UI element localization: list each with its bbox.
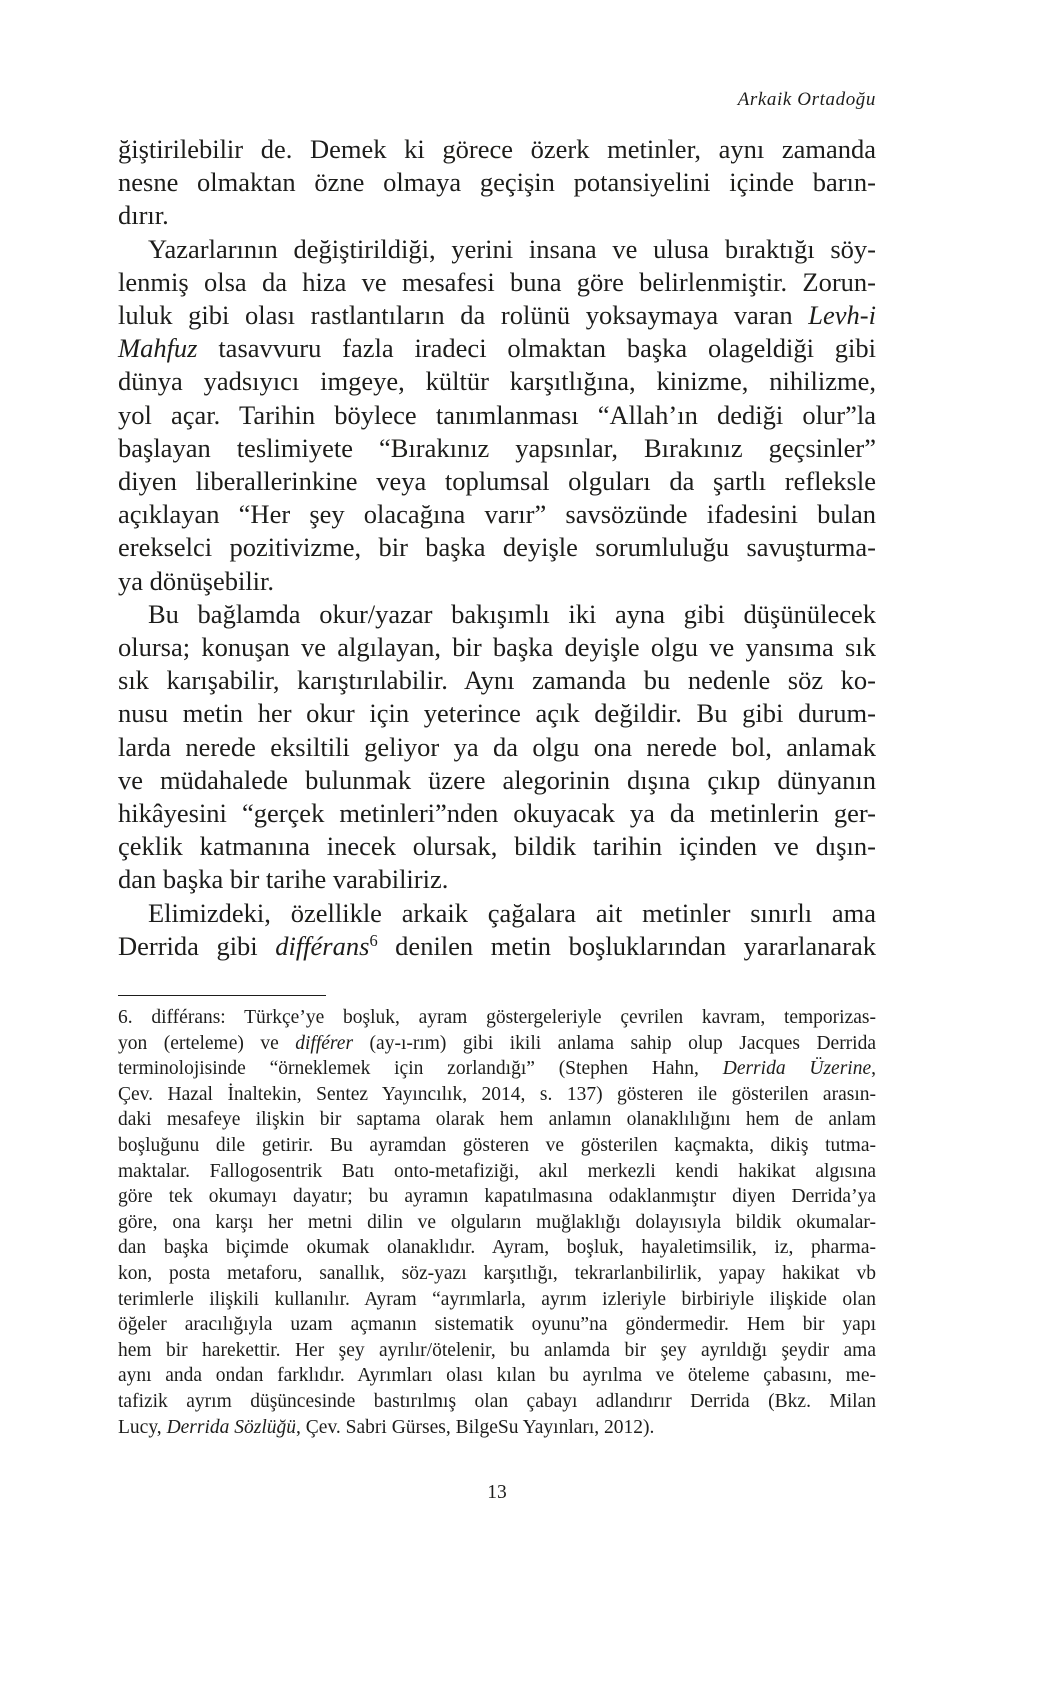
text-run: çeklik katmanına inecek olursak, bildik tarihin içinden ve dışın- <box>118 831 876 862</box>
text-run: hikâyesini “gerçek metinleri”nden okuyacak ya da metinlerin ger- <box>118 798 876 829</box>
footnote <box>118 1005 876 1440</box>
text-run: tasavvuru fazla iradeci olmaktan başka olageldiği gibi <box>197 333 876 364</box>
text-line <box>118 399 876 432</box>
italic-run: Derrida Üzerine <box>722 1058 872 1080</box>
text-line <box>118 133 876 166</box>
text-run: kon, posta metaforu, sanallık, söz-yazı karşıtlığı, tekrarlanbilirlik, yapay hakikat vb <box>118 1262 876 1284</box>
footnote-rule <box>118 995 326 996</box>
text-run: larda nerede eksiltili geliyor ya da olgu ona nerede bol, anlamak <box>118 731 876 762</box>
italic-run: Levh-i <box>808 300 876 331</box>
text-line <box>118 432 876 465</box>
paragraph <box>118 233 876 598</box>
footnote-line <box>118 1261 876 1287</box>
text-line <box>118 199 876 232</box>
text-line <box>118 731 876 764</box>
footnote-line <box>118 1133 876 1159</box>
text-run: daki mesafeye ilişkin bir saptama olarak hem anlamın olanaklılığını hem de anlam <box>118 1109 876 1131</box>
text-run: ya dönüşebilir. <box>118 565 275 596</box>
text-run: Lucy, <box>118 1416 167 1438</box>
text-run: dırır. <box>118 200 169 231</box>
text-line <box>118 664 876 697</box>
text-line <box>118 498 876 531</box>
text-run: diyen liberallerinkine veya toplumsal olguları da şartlı refleksle <box>118 466 876 497</box>
text-run: terimlerle ilişkili kullanılır. Ayram “ayrımlarla, ayrım izleriyle birbiriyle ilişkide olan <box>118 1288 876 1310</box>
text-line <box>118 863 876 896</box>
text-run: göre tek okumayı dayatır; bu ayramın kapatılmasına odaklanmıştır diyen Derrida’ya <box>118 1186 876 1208</box>
footnote-line <box>118 1031 876 1057</box>
italic-run: différer <box>295 1032 354 1054</box>
text-run: erekselci pozitivizme, bir başka deyişle sorumluluğu savuşturma- <box>118 532 876 563</box>
footnote-line <box>118 1184 876 1210</box>
text-run: denilen metin boşluklarından yararlanarak <box>377 930 876 961</box>
text-run: Yazarlarının değiştirildiği, yerini insana ve ulusa bıraktığı söy- <box>148 233 876 264</box>
text-line <box>118 930 876 963</box>
running-head: Arkaik Ortadoğu <box>737 89 876 110</box>
text-line <box>118 465 876 498</box>
paragraph <box>118 133 876 233</box>
body-text <box>118 133 876 963</box>
footnote-line <box>118 1287 876 1313</box>
italic-run: Derrida Sözlüğü <box>166 1416 297 1438</box>
text-run: boşluğunu dile getirir. Bu ayramdan gösteren ve gösterilen kaçmakta, dikiş tutma- <box>118 1134 876 1156</box>
text-run: lenmiş olsa da hiza ve mesafesi buna göre belirlenmiştir. Zorun- <box>118 266 876 297</box>
text-run: göre, ona karşı her metni dilin ve olguların muğlaklığı dolayısıyla bildik okumalar- <box>118 1211 876 1233</box>
footnote-line <box>118 1312 876 1338</box>
text-run: hem bir harekettir. Her şey ayrılır/ötelenir, bu anlamda bir şey ayrıldığı şeydir ama <box>118 1339 876 1361</box>
text-run: öğeler aracılığıyla uzam açmanın sistematik oyunu”na göndermedir. Hem bir yapı <box>118 1314 876 1336</box>
footnote-line <box>118 1082 876 1108</box>
footnote-line <box>118 1415 876 1441</box>
text-run: dan başka biçimde okumak olanaklıdır. Ayram, boşluk, hayaletimsilik, iz, pharma- <box>118 1237 876 1259</box>
text-line <box>118 631 876 664</box>
text-run: (ay-ı-rım) gibi ikili anlama sahip olup Jacques Derrida <box>353 1032 876 1054</box>
text-line <box>118 830 876 863</box>
page-number: 13 <box>487 1482 507 1503</box>
footnote-reference: 6 <box>369 930 378 950</box>
footnote-line <box>118 1005 876 1031</box>
text-run: dan başka bir tarihe varabiliriz. <box>118 864 449 895</box>
footnote-line <box>118 1210 876 1236</box>
footnote-line <box>118 1363 876 1389</box>
text-line <box>118 332 876 365</box>
text-line <box>118 233 876 266</box>
text-run: , Çev. Sabri Gürses, BilgeSu Yayınları, 2012). <box>296 1416 655 1438</box>
text-line <box>118 565 876 598</box>
footnote-line <box>118 1056 876 1082</box>
text-line <box>118 299 876 332</box>
text-run: olursa; konuşan ve algılayan, bir başka deyişle olgu ve yansıma sık <box>118 632 876 663</box>
text-run: tafizik ayrım düşüncesinde bastırılmış olan çabayı adlandırır Derrida (Bkz. Milan <box>118 1390 876 1412</box>
text-run: 6. différans: Türkçe’ye boşluk, ayram göstergeleriyle çevrilen kavram, temporizas- <box>118 1007 876 1028</box>
text-run: başlayan teslimiyete “Bırakınız yapsınlar, Bırakınız geçsinler” <box>118 432 876 463</box>
italic-run: différans <box>275 930 370 961</box>
paragraph <box>118 598 876 897</box>
text-line <box>118 797 876 830</box>
footnote-line <box>118 1338 876 1364</box>
paragraph <box>118 897 876 963</box>
text-run: yon (erteleme) ve <box>118 1032 296 1054</box>
text-line <box>118 266 876 299</box>
text-run: nusu metin her okur için yeterince açık değildir. Bu gibi durum- <box>118 698 876 729</box>
text-run: aynı anda ondan farklıdır. Ayrımları olası kılan bu ayrılma ve öteleme çabasını, me- <box>118 1365 876 1387</box>
italic-run: Mahfuz <box>118 333 198 364</box>
text-run: Elimizdeki, özellikle arkaik çağalara ait metinler sınırlı ama <box>148 897 876 928</box>
text-line <box>118 598 876 631</box>
text-run: ğiştirilebilir de. Demek ki görece özerk metinler, aynı zamanda <box>118 134 876 164</box>
text-run: Bu bağlamda okur/yazar bakışımlı iki ayna gibi düşünülecek <box>148 598 876 629</box>
text-line <box>118 166 876 199</box>
text-line <box>118 897 876 930</box>
footnote-line <box>118 1389 876 1415</box>
text-run: açıklayan “Her şey olacağına varır” savsözünde ifadesini bulan <box>118 499 876 530</box>
text-run: luluk gibi olası rastlantıların da rolünü yoksaymaya varan <box>118 300 809 331</box>
text-line <box>118 697 876 730</box>
text-run: terminolojisinde “örneklemek için zorlandığı” (Stephen Hahn, <box>118 1058 723 1080</box>
text-line <box>118 365 876 398</box>
footnote-line <box>118 1159 876 1185</box>
text-run: Derrida gibi <box>118 930 276 961</box>
text-run: nesne olmaktan özne olmaya geçişin potansiyelini içinde barın- <box>118 167 876 198</box>
text-run: yol açar. Tarihin böylece tanımlanması “Allah’ın dediği olur”la <box>118 399 876 430</box>
text-run: Çev. Hazal İnaltekin, Sentez Yayıncılık, 2014, s. 137) gösteren ile gösterilen arasın- <box>118 1083 876 1105</box>
footnote-line <box>118 1235 876 1261</box>
text-run: dünya yadsıyıcı imgeye, kültür karşıtlığına, kinizme, nihilizme, <box>118 366 876 397</box>
text-run: , <box>871 1058 876 1080</box>
text-run: maktalar. Fallogosentrik Batı onto-metafiziği, akıl merkezli kendi hakikat algısına <box>118 1160 876 1182</box>
text-line <box>118 531 876 564</box>
footnote-line <box>118 1107 876 1133</box>
text-run: ve müdahalede bulunmak üzere alegorinin dışına çıkıp dünyanın <box>118 764 876 795</box>
text-line <box>118 764 876 797</box>
text-run: sık karışabilir, karıştırılabilir. Aynı zamanda bu nedenle söz ko- <box>118 665 876 696</box>
